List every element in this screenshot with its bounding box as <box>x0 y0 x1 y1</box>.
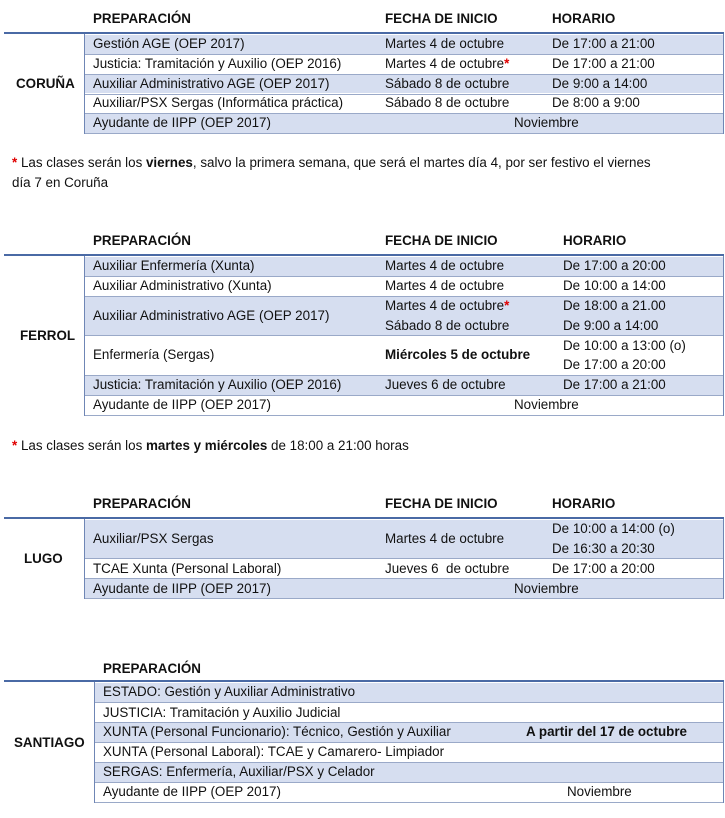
cell-horario: De 17:00 a 21:00 <box>563 377 666 392</box>
note-text: Las clases serán los <box>17 155 146 170</box>
cell-horario: De 17:00 a 20:00 <box>552 561 655 576</box>
cell-horario: De 10:00 a 13:00 (o) <box>563 338 686 353</box>
header-preparacion: PREPARACIÓN <box>93 11 191 26</box>
cell-prep: Auxiliar/PSX Sergas (Informática práctica) <box>93 95 344 110</box>
cell-fecha-text: Martes 4 de octubre <box>385 298 505 313</box>
cell-prep: Auxiliar Administrativo AGE (OEP 2017) <box>93 308 330 323</box>
cell-prep: Ayudante de IIPP (OEP 2017) <box>93 115 271 130</box>
header-horario: HORARIO <box>563 233 627 248</box>
cell-fecha: Jueves 6 de octubre <box>385 561 510 576</box>
cell-fecha: Martes 4 de octubre <box>385 258 505 273</box>
coruna-footnote <box>12 153 717 193</box>
cell-horario: De 17:00 a 21:00 <box>552 36 655 51</box>
list-item: ESTADO: Gestión y Auxiliar Administrativo <box>103 684 356 699</box>
note-bold: viernes <box>145 155 193 170</box>
cell-prep: Gestión AGE (OEP 2017) <box>93 36 245 51</box>
cell-prep: Auxiliar Administrativo (Xunta) <box>93 278 272 293</box>
cell-fecha: Sábado 8 de octubre <box>385 95 510 110</box>
cell-horario: De 8:00 a 9:00 <box>552 95 640 110</box>
header-horario: HORARIO <box>552 11 616 26</box>
cell-horario: De 10:00 a 14:00 <box>563 278 666 293</box>
header-fecha: FECHA DE INICIO <box>385 496 498 511</box>
cell-fecha: Martes 4 de octubre <box>385 278 505 293</box>
cell-prep: Ayudante de IIPP (OEP 2017) <box>93 581 271 596</box>
list-item: SERGAS: Enfermería, Auxiliar/PSX y Celador <box>103 764 375 779</box>
note-text: de 18:00 a 21:00 horas <box>267 438 409 453</box>
cell-prep: Justicia: Tramitación y Auxilio (OEP 2016) <box>93 377 342 392</box>
list-item: JUSTICIA: Tramitación y Auxilio Judicial <box>103 705 341 720</box>
note-text: día 7 en Coruña <box>12 175 109 190</box>
cell-prep: Auxiliar Administrativo AGE (OEP 2017) <box>93 76 330 91</box>
city-label-lugo: LUGO <box>24 551 63 566</box>
cell-fecha <box>385 296 509 316</box>
list-item: Ayudante de IIPP (OEP 2017) <box>103 784 281 799</box>
header-horario: HORARIO <box>552 496 616 511</box>
cell-prep: Auxiliar Enfermería (Xunta) <box>93 258 255 273</box>
cell-horario: De 10:00 a 14:00 (o) <box>552 521 675 536</box>
cell-fecha: Jueves 6 de octubre <box>385 377 506 392</box>
cell-prep: TCAE Xunta (Personal Laboral) <box>93 561 282 576</box>
cell-fecha: Sábado 8 de octubre <box>385 318 510 333</box>
cell-fecha: Noviembre <box>514 115 579 130</box>
asterisk-mark: * <box>504 56 510 71</box>
cell-fecha: Martes 4 de octubre <box>385 531 505 546</box>
asterisk-mark: * <box>12 155 18 170</box>
cell-horario: De 17:00 a 21:00 <box>552 56 655 71</box>
santiago-noviembre: Noviembre <box>567 784 632 799</box>
cell-horario: De 17:00 a 20:00 <box>563 357 666 372</box>
cell-prep: Auxiliar/PSX Sergas <box>93 531 214 546</box>
note-text: Las clases serán los <box>17 438 146 453</box>
header-preparacion: PREPARACIÓN <box>93 233 191 248</box>
city-label-ferrol: FERROL <box>20 328 76 343</box>
city-label-coruna: CORUÑA <box>16 76 75 91</box>
cell-horario: De 17:00 a 20:00 <box>563 258 666 273</box>
asterisk-mark: * <box>504 298 510 313</box>
header-preparacion: PREPARACIÓN <box>93 496 191 511</box>
asterisk-mark: * <box>12 438 18 453</box>
cell-horario: De 9:00 a 14:00 <box>552 76 648 91</box>
cell-horario: De 16:30 a 20:30 <box>552 541 655 556</box>
cell-fecha: Sábado 8 de octubre <box>385 76 510 91</box>
header-fecha: FECHA DE INICIO <box>385 233 498 248</box>
cell-fecha <box>385 54 509 74</box>
cell-fecha-text: Martes 4 de octubre <box>385 56 505 71</box>
note-text: , salvo la primera semana, que será el martes día 4, por ser festivo el viernes <box>192 155 651 170</box>
header-fecha: FECHA DE INICIO <box>385 11 498 26</box>
cell-fecha: Miércoles 5 de octubre <box>385 347 531 362</box>
header-preparacion: PREPARACIÓN <box>103 661 201 676</box>
list-item: XUNTA (Personal Laboral): TCAE y Camarero- Limpiador <box>103 744 445 759</box>
ferrol-footnote <box>12 436 409 456</box>
city-label-santiago: SANTIAGO <box>14 735 85 750</box>
cell-horario: De 9:00 a 14:00 <box>563 318 659 333</box>
cell-fecha: Noviembre <box>514 581 579 596</box>
cell-prep: Justicia: Tramitación y Auxilio (OEP 2016) <box>93 56 342 71</box>
santiago-start-date: A partir del 17 de octubre <box>526 724 687 739</box>
cell-horario: De 18:00 a 21.00 <box>563 298 666 313</box>
cell-prep: Ayudante de IIPP (OEP 2017) <box>93 397 271 412</box>
cell-fecha: Martes 4 de octubre <box>385 36 505 51</box>
cell-fecha: Noviembre <box>514 397 579 412</box>
list-item: XUNTA (Personal Funcionario): Técnico, Gestión y Auxiliar <box>103 724 451 739</box>
note-bold: martes y miércoles <box>145 438 268 453</box>
cell-prep: Enfermería (Sergas) <box>93 347 215 362</box>
